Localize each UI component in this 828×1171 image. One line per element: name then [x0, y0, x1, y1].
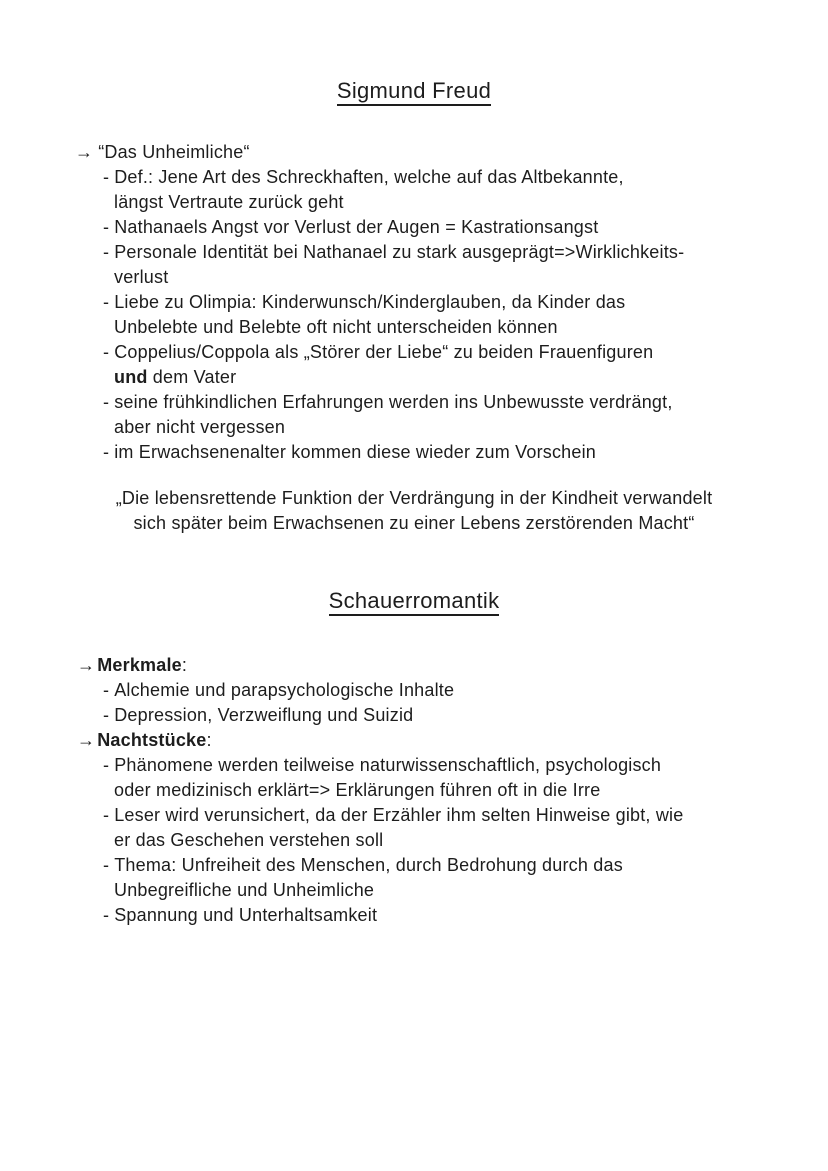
line-text: er das Geschehen verstehen soll [114, 830, 384, 850]
line-text: : [181, 655, 188, 675]
list-item-continuation [0, 190, 828, 215]
dash-marker: - [103, 755, 110, 775]
list-item-continuation [0, 778, 828, 803]
line-text: Thema: Unfreiheit des Menschen, durch Bedrohung durch das [114, 855, 623, 875]
line-text: im Erwachsenenalter kommen diese wieder zum Vorschein [114, 442, 597, 462]
arrow-icon: → [77, 655, 96, 675]
line-text: dem Vater [147, 367, 237, 387]
list-item-continuation [0, 265, 828, 290]
section-title-schauerromantik: Schauerromantik [329, 588, 500, 616]
quote-line: sich später beim Erwachsenen zu einer Lebens zerstörenden Macht“ [133, 513, 695, 533]
list-item-continuation [0, 415, 828, 440]
dash-marker: - [103, 292, 110, 312]
dash-marker: - [103, 242, 110, 262]
list-item [0, 290, 828, 315]
line-text: seine frühkindlichen Erfahrungen werden ins Unbewusste verdrängt, [114, 392, 673, 412]
arrow-icon: → [77, 730, 96, 750]
line-text: : [206, 730, 212, 750]
dash-marker: - [103, 217, 110, 237]
line-text: oder medizinisch erklärt=> Erklärungen führen oft in die Irre [114, 780, 601, 800]
list-item [0, 803, 828, 828]
arrow-icon: → [75, 142, 94, 162]
line-text: Leser wird verunsichert, da der Erzähler ihm selten Hinweise gibt, wie [114, 805, 684, 825]
dash-marker: - [103, 442, 110, 462]
line-text: Alchemie und parapsychologische Inhalte [114, 680, 455, 700]
list-item [0, 903, 828, 928]
dash-marker: - [103, 805, 110, 825]
line-text-bold: Merkmale [97, 655, 182, 675]
list-item-continuation [0, 315, 828, 340]
list-item [0, 753, 828, 778]
list-item [0, 140, 828, 165]
line-text: Spannung und Unterhaltsamkeit [114, 905, 378, 925]
list-item [0, 703, 828, 728]
list-item [0, 440, 828, 465]
line-text: Nathanaels Angst vor Verlust der Augen = Kastrationsangst [114, 217, 599, 237]
dash-marker: - [103, 855, 110, 875]
schauerromantik-notes-list [0, 653, 828, 928]
line-text: längst Vertraute zurück geht [114, 192, 344, 212]
line-text: “Das Unheimliche“ [98, 142, 250, 162]
list-item [0, 165, 828, 190]
line-text-bold: und [114, 367, 148, 387]
list-item-continuation [0, 365, 828, 390]
line-text: Personale Identität bei Nathanael zu stark ausgeprägt=>Wirklichkeits- [114, 242, 685, 262]
dash-marker: - [103, 680, 110, 700]
dash-marker: - [103, 905, 110, 925]
list-item [0, 340, 828, 365]
list-item-continuation [0, 878, 828, 903]
line-text: Unbelebte und Belebte oft nicht unterscheiden können [114, 317, 558, 337]
line-text: Liebe zu Olimpia: Kinderwunsch/Kinderglauben, da Kinder das [114, 292, 626, 312]
dash-marker: - [103, 167, 110, 187]
dash-marker: - [103, 705, 110, 725]
page-title [0, 78, 828, 104]
line-text: Def.: Jene Art des Schreckhaften, welche auf das Altbekannte, [114, 167, 624, 187]
list-item-continuation [0, 828, 828, 853]
list-item [0, 678, 828, 703]
line-text-bold: Nachtstücke [97, 730, 207, 750]
line-text: Phänomene werden teilweise naturwissenschaftlich, psychologisch [114, 755, 662, 775]
list-item [0, 390, 828, 415]
dash-marker: - [103, 392, 110, 412]
section-title-freud: Sigmund Freud [337, 78, 491, 106]
list-item [0, 215, 828, 240]
freud-notes-list [0, 140, 828, 465]
list-item [0, 653, 828, 678]
line-text: verlust [114, 267, 169, 287]
freud-quote [0, 486, 828, 536]
line-text: aber nicht vergessen [114, 417, 286, 437]
quote-line: „Die lebensrettende Funktion der Verdrängung in der Kindheit verwandelt [115, 488, 713, 508]
list-item [0, 728, 828, 753]
list-item [0, 853, 828, 878]
line-text: Depression, Verzweiflung und Suizid [114, 705, 414, 725]
line-text: Unbegreifliche und Unheimliche [114, 880, 375, 900]
dash-marker: - [103, 342, 110, 362]
line-text: Coppelius/Coppola als „Störer der Liebe“ zu beiden Frauenfiguren [114, 342, 654, 362]
list-item [0, 240, 828, 265]
page-title [0, 588, 828, 614]
